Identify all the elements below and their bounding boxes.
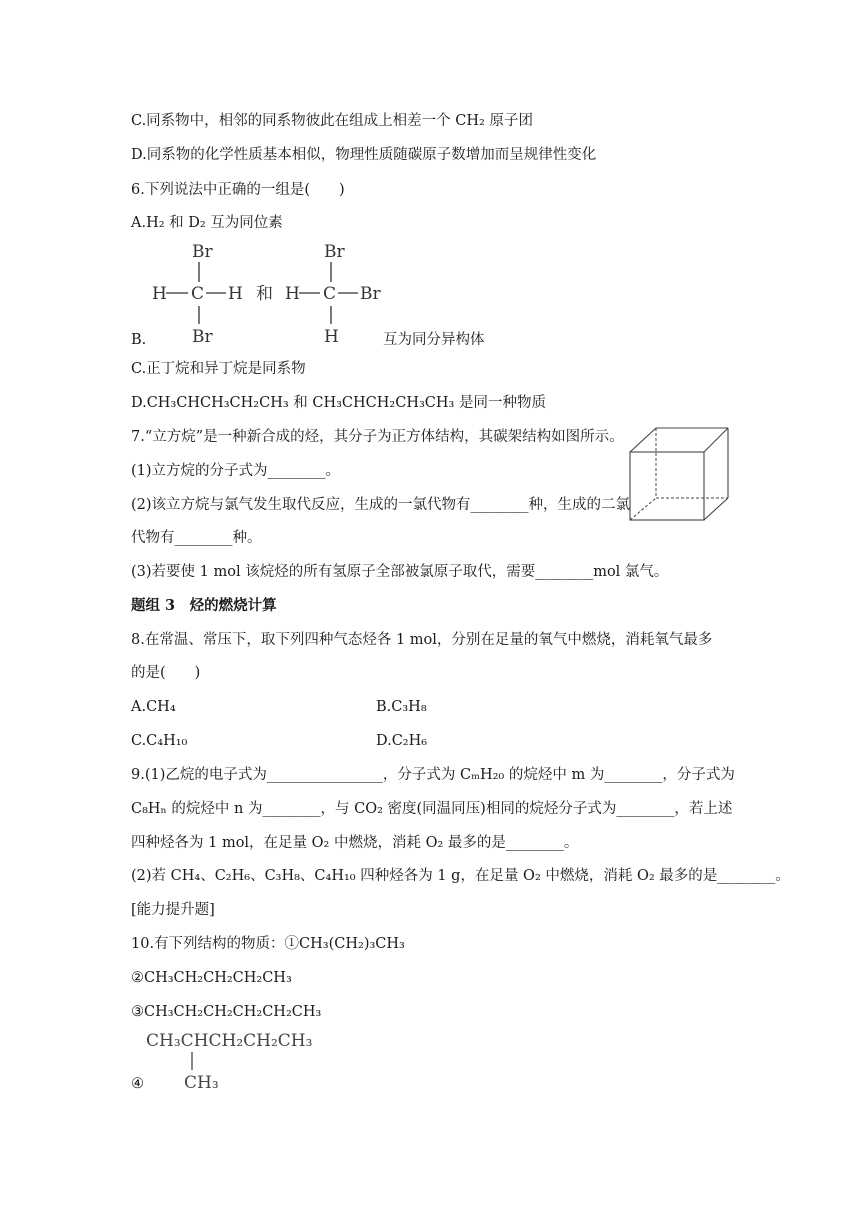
mol2-left-atom: H	[285, 284, 300, 304]
dibromomethane-structures	[140, 236, 400, 346]
q6-option-b-text: 互为同分异构体	[383, 332, 485, 348]
q9-part1-line2: C₈Hₙ 的烷烃中 n 为________，与 CO₂ 密度(同温同压)相同的烷烃分子式为________，若上述	[131, 801, 733, 817]
q10-structure-4-label: ④	[131, 1076, 144, 1092]
q8-option-a: A.CH₄	[131, 699, 176, 715]
q6-option-d: D.CH₃CHCH₃CH₂CH₃ 和 CH₃CHCH₂CH₃CH₃ 是同一种物质	[131, 395, 546, 411]
mol1-bottom-atom: Br	[192, 327, 213, 346]
section-heading-ability: [能力提升题]	[131, 902, 215, 918]
section-heading-group3: 题组 3 烃的燃烧计算	[131, 597, 277, 614]
q8-stem-line2: 的是( )	[131, 665, 201, 681]
q5-option-d: D.同系物的化学性质基本相似，物理性质随碳原子数增加而呈规律性变化	[131, 147, 597, 163]
q10-structure-3: ③CH₃CH₂CH₂CH₂CH₂CH₃	[131, 1004, 322, 1020]
q8-option-b: B.C₃H₈	[376, 699, 427, 715]
mol1-center-atom: C	[191, 284, 205, 304]
q7-stem: 7.“立方烷”是一种新合成的烃，其分子为正方体结构，其碳架结构如图所示。	[131, 429, 624, 445]
q6-option-b-label: B.	[131, 332, 147, 348]
q8-option-c: C.C₄H₁₀	[131, 733, 188, 749]
q7-part2-line2: 代物有________种。	[131, 530, 262, 546]
q5-option-c: C.同系物中，相邻的同系物彼此在组成上相差一个 CH₂ 原子团	[131, 113, 533, 129]
q9-part1-line3: 四种烃各为 1 mol，在足量 O₂ 中燃烧，消耗 O₂ 最多的是________。	[131, 835, 579, 851]
mol2-right-atom: Br	[360, 284, 381, 304]
branched-alkane-structure	[144, 1024, 344, 1094]
mol1-right-atom: H	[228, 284, 243, 304]
q6-option-c: C.正丁烷和异丁烷是同系物	[131, 361, 306, 377]
mol1-top-atom: Br	[192, 242, 213, 262]
q10-stem: 10.有下列结构的物质：①CH₃(CH₂)₃CH₃	[131, 936, 405, 952]
q7-part1: (1)立方烷的分子式为________。	[131, 463, 341, 479]
structures-connector: 和	[256, 284, 273, 304]
q6-option-a: A.H₂ 和 D₂ 互为同位素	[131, 215, 283, 231]
q6-stem: 6.下列说法中正确的一组是( )	[131, 182, 345, 198]
q9-part1-line1: 9.(1)乙烷的电子式为________________，分子式为 CₘH₂₀ 的烷烃中 m 为________，分子式为	[131, 767, 735, 783]
mol2-top-atom: Br	[324, 242, 345, 262]
q8-option-d: D.C₂H₆	[376, 733, 428, 749]
q7-part3: (3)若要使 1 mol 该烷烃的所有氢原子全部被氯原子取代，需要________mol 氯气。	[131, 564, 669, 580]
cubane-cube-figure	[626, 424, 732, 524]
branched-substituent: CH₃	[184, 1073, 219, 1093]
branched-main-chain: CH₃CHCH₂CH₂CH₃	[146, 1031, 313, 1051]
mol1-left-atom: H	[152, 284, 167, 304]
mol2-center-atom: C	[323, 284, 337, 304]
q9-part2: (2)若 CH₄、C₂H₆、C₃H₈、C₄H₁₀ 四种烃各为 1 g，在足量 O₂ 中燃烧，消耗 O₂ 最多的是________。	[131, 868, 790, 884]
q7-part2-line1: (2)该立方烷与氯气发生取代反应，生成的一氯代物有________种，生成的二氯	[131, 497, 631, 513]
q8-stem-line1: 8.在常温、常压下，取下列四种气态烃各 1 mol，分别在足量的氧气中燃烧，消耗氧气最多	[131, 632, 713, 648]
q10-structure-2: ②CH₃CH₂CH₂CH₂CH₃	[131, 970, 292, 986]
mol2-bottom-atom: H	[324, 327, 339, 346]
